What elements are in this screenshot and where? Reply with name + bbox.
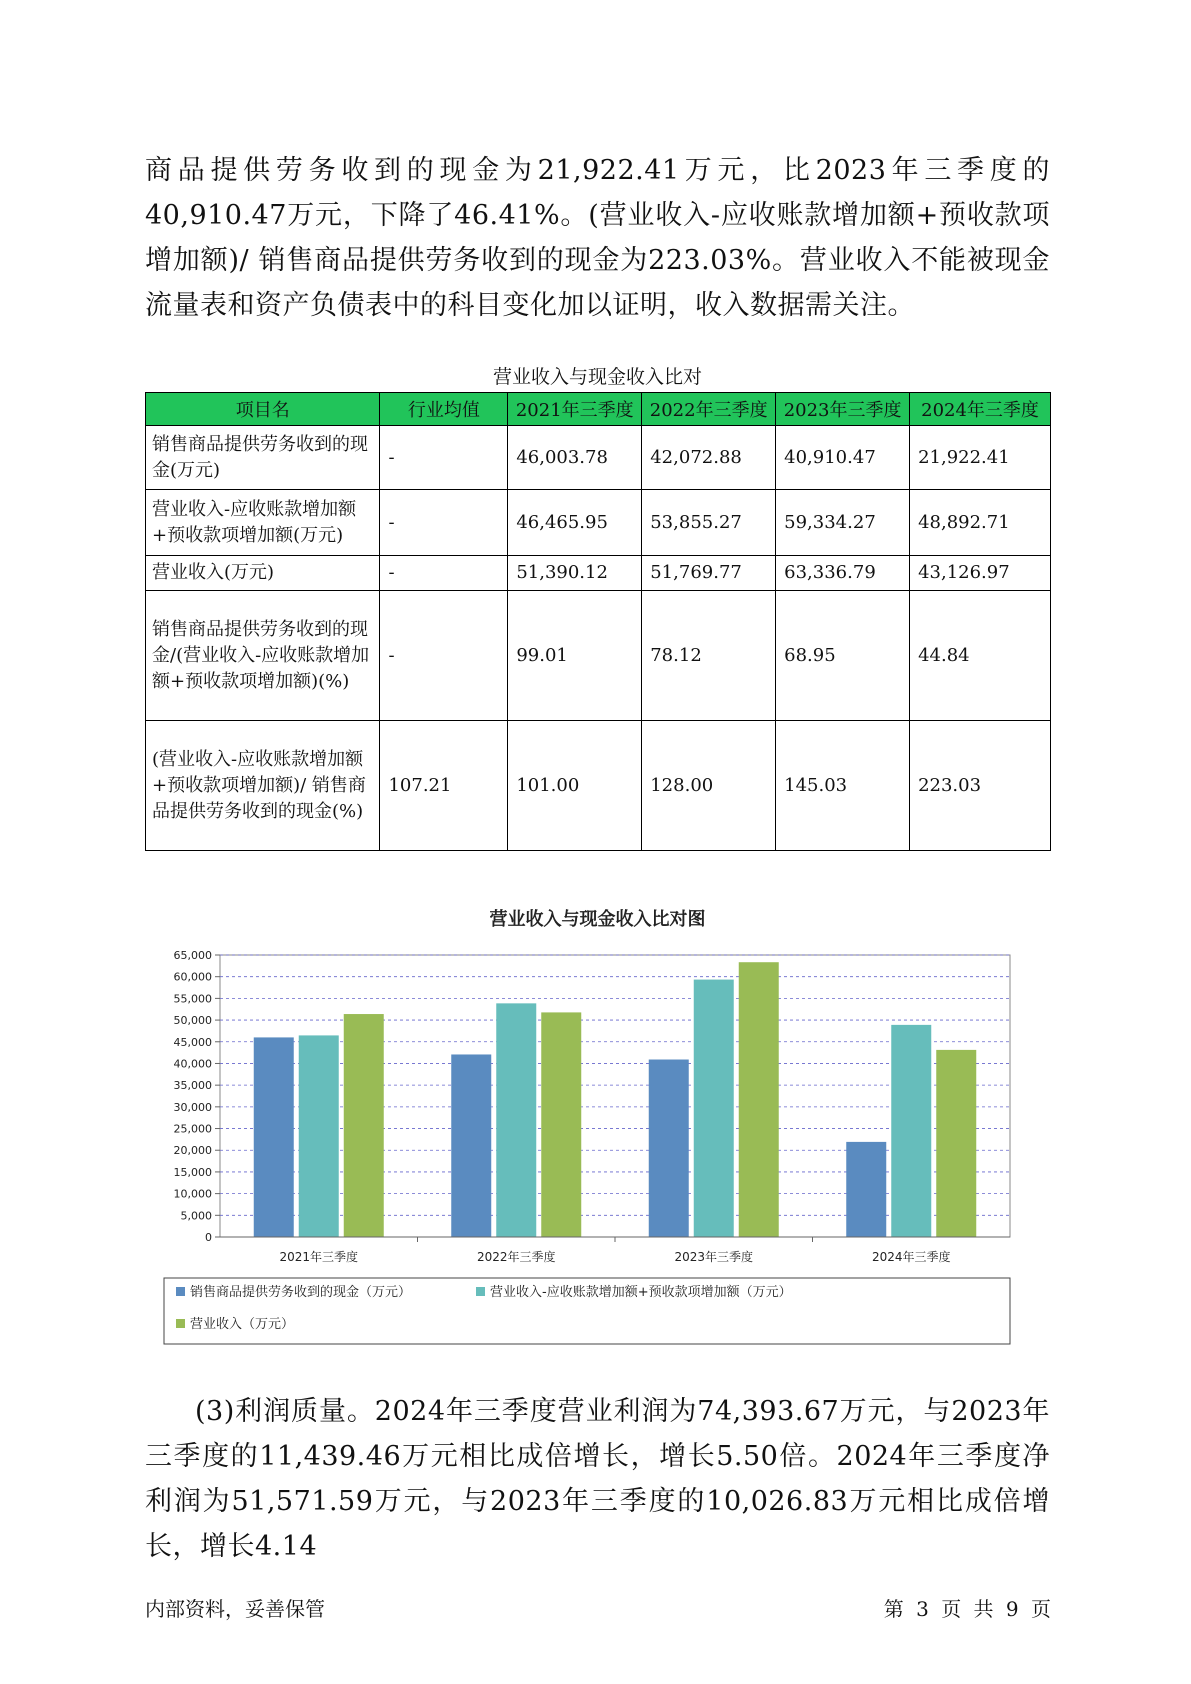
table-cell: 48,892.71 bbox=[910, 490, 1051, 556]
table-cell: 78.12 bbox=[642, 591, 776, 721]
comparison-table bbox=[145, 392, 1051, 851]
table-cell: 68.95 bbox=[776, 591, 910, 721]
y-tick-label: 35,000 bbox=[173, 1079, 212, 1093]
table-cell: 128.00 bbox=[642, 721, 776, 851]
y-tick-label: 60,000 bbox=[173, 970, 212, 984]
bar bbox=[936, 1050, 976, 1237]
bar bbox=[694, 980, 734, 1237]
legend-swatch bbox=[176, 1319, 185, 1328]
bar-chart bbox=[150, 935, 1040, 1355]
body-paragraph-top: 商品提供劳务收到的现金为21,922.41万元，比2023年三季度的40,910.47万元，下降了46.41%。(营业收入-应收账款增加额+预收款项增加额)/ 销售商品提供劳务收到的现金为223.03%。营业收入不能被现金流量表和资产负债表中的科目变化加以证明，收入数据需关注。 bbox=[145, 155, 1050, 321]
table-cell: - bbox=[380, 591, 508, 721]
x-tick-label: 2024年三季度 bbox=[871, 1250, 951, 1264]
table-cell: 40,910.47 bbox=[776, 426, 910, 490]
table-cell: 53,855.27 bbox=[642, 490, 776, 556]
y-tick-label: 20,000 bbox=[173, 1144, 212, 1158]
y-tick-label: 10,000 bbox=[173, 1187, 212, 1201]
table-cell: 223.03 bbox=[910, 721, 1051, 851]
x-tick-label: 2022年三季度 bbox=[476, 1250, 556, 1264]
table-cell: 145.03 bbox=[776, 721, 910, 851]
table-cell: 59,334.27 bbox=[776, 490, 910, 556]
y-tick-label: 40,000 bbox=[173, 1057, 212, 1071]
legend-swatch bbox=[476, 1287, 485, 1296]
table-cell: 63,336.79 bbox=[776, 556, 910, 591]
body-paragraph-bottom: (3)利润质量。2024年三季度营业利润为74,393.67万元，与2023年三季度的11,439.46万元相比成倍增长，增长5.50倍。2024年三季度净利润为51,571.59万元，与2023年三季度的10,026.83万元相比成倍增长，增长4.14 bbox=[145, 1396, 1050, 1562]
bar bbox=[541, 1012, 581, 1237]
table-header-row bbox=[146, 393, 1051, 426]
header-2021q3: 2021年三季度 bbox=[508, 393, 642, 426]
y-tick-label: 5,000 bbox=[180, 1209, 212, 1223]
bar bbox=[451, 1054, 491, 1237]
table-cell: 101.00 bbox=[508, 721, 642, 851]
row-label: 销售商品提供劳务收到的现金(万元) bbox=[146, 426, 380, 490]
x-tick-label: 2021年三季度 bbox=[279, 1250, 359, 1264]
y-tick-label: 0 bbox=[205, 1231, 212, 1244]
table-cell: - bbox=[380, 556, 508, 591]
legend-label: 营业收入（万元） bbox=[190, 1317, 295, 1332]
footer-page-number: 第 3 页 共 9 页 bbox=[883, 1597, 1051, 1621]
bar bbox=[254, 1037, 294, 1237]
header-industry-avg: 行业均值 bbox=[380, 393, 508, 426]
legend-label: 销售商品提供劳务收到的现金（万元） bbox=[190, 1285, 412, 1300]
bar bbox=[891, 1025, 931, 1237]
header-item-name: 项目名 bbox=[146, 393, 380, 426]
row-label: 营业收入-应收账款增加额+预收款项增加额(万元) bbox=[146, 490, 380, 556]
row-label: 营业收入(万元) bbox=[146, 556, 380, 591]
table-row bbox=[146, 426, 1051, 490]
bar bbox=[739, 962, 779, 1237]
table-cell: - bbox=[380, 426, 508, 490]
header-2023q3: 2023年三季度 bbox=[776, 393, 910, 426]
bar bbox=[496, 1003, 536, 1237]
row-label: (营业收入-应收账款增加额+预收款项增加额)/ 销售商品提供劳务收到的现金(%) bbox=[146, 721, 380, 851]
y-tick-label: 50,000 bbox=[173, 1014, 212, 1028]
y-tick-label: 25,000 bbox=[173, 1122, 212, 1136]
table-cell: 99.01 bbox=[508, 591, 642, 721]
bar bbox=[299, 1035, 339, 1237]
table-row bbox=[146, 490, 1051, 556]
y-tick-label: 55,000 bbox=[173, 992, 212, 1006]
header-2022q3: 2022年三季度 bbox=[642, 393, 776, 426]
y-tick-label: 45,000 bbox=[173, 1035, 212, 1049]
table-cell: 44.84 bbox=[910, 591, 1051, 721]
legend-swatch bbox=[176, 1287, 185, 1296]
bar bbox=[344, 1014, 384, 1237]
header-2024q3: 2024年三季度 bbox=[910, 393, 1051, 426]
table-row bbox=[146, 721, 1051, 851]
table-cell: - bbox=[380, 490, 508, 556]
bar bbox=[846, 1142, 886, 1237]
row-label: 销售商品提供劳务收到的现金/(营业收入-应收账款增加额+预收款项增加额)(%) bbox=[146, 591, 380, 721]
chart-title: 营业收入与现金收入比对图 bbox=[489, 909, 706, 930]
table-cell: 107.21 bbox=[380, 721, 508, 851]
table-row bbox=[146, 591, 1051, 721]
table-cell: 51,390.12 bbox=[508, 556, 642, 591]
table-cell: 46,003.78 bbox=[508, 426, 642, 490]
y-tick-label: 65,000 bbox=[173, 949, 212, 962]
bar bbox=[649, 1060, 689, 1237]
table-caption: 营业收入与现金收入比对 bbox=[492, 366, 702, 388]
table-cell: 43,126.97 bbox=[910, 556, 1051, 591]
y-tick-label: 15,000 bbox=[173, 1165, 212, 1179]
legend-label: 营业收入-应收账款增加额+预收款项增加额（万元） bbox=[490, 1285, 792, 1300]
table-row bbox=[146, 556, 1051, 591]
footer-confidential-note: 内部资料，妥善保管 bbox=[145, 1597, 325, 1621]
table-cell: 42,072.88 bbox=[642, 426, 776, 490]
table-cell: 46,465.95 bbox=[508, 490, 642, 556]
y-tick-label: 30,000 bbox=[173, 1100, 212, 1114]
chart-legend bbox=[164, 1278, 1010, 1344]
table-cell: 21,922.41 bbox=[910, 426, 1051, 490]
x-tick-label: 2023年三季度 bbox=[674, 1250, 754, 1264]
table-cell: 51,769.77 bbox=[642, 556, 776, 591]
